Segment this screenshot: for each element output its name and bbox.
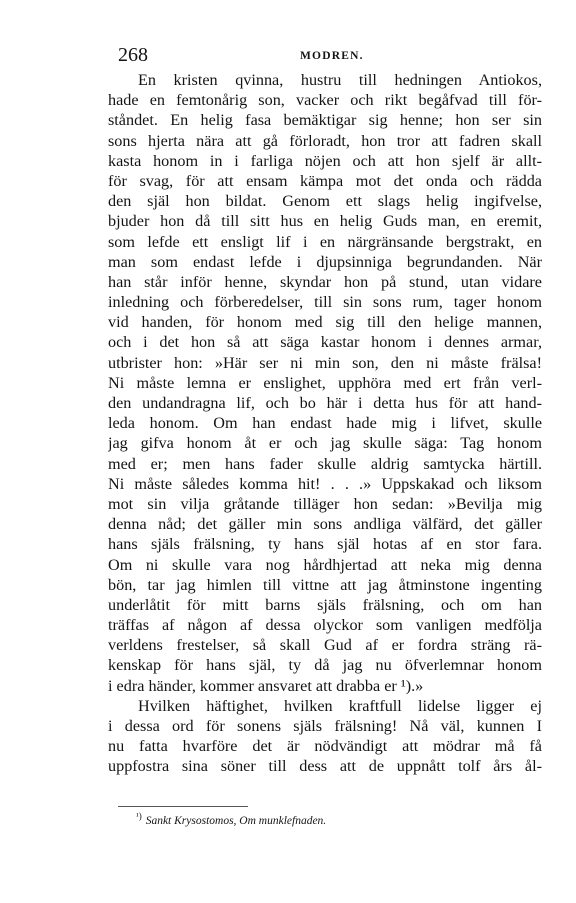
text-line: hans själs frälsning, ty hans själ hotas af en stor fara. [108, 535, 542, 554]
text-line: hade en femtonårig son, vacker och rikt begåfvad till för- [108, 91, 542, 110]
footnote-mark: ¹) [136, 811, 142, 821]
text-line: inledning och förberedelser, till sin sons rum, tager honom [108, 293, 542, 312]
text-line: Hvilken häftighet, hvilken kraftfull lidelse ligger ej [138, 696, 542, 715]
text-line: Om ni skulle vara nog hårdhjertad att neka mig denna [108, 555, 542, 574]
text-line: den själ hon bildat. Genom ett slags helig ingifvelse, [108, 192, 542, 211]
text-line: nu fatta hvarföre det är nödvändigt att mödrar må få [108, 737, 542, 756]
footnote [136, 811, 326, 827]
running-title: MODREN. [300, 50, 364, 62]
text-line: träffas af någon af dessa olyckor som vanligen medfölja [108, 616, 542, 635]
text-line: kasta honom in i farliga nöjen och att hon sjelf är allt- [108, 151, 542, 170]
text-line: i dessa ord för sonens själs frälsning! Nå väl, kunnen I [108, 717, 542, 735]
page-header [118, 44, 538, 66]
text-line: ståndet. En helig fasa bemäktigar sig henne; hon ser sin [108, 111, 542, 130]
text-line: uppfostra sina söner till dess att de uppnått tolf års ål- [108, 757, 542, 776]
footnote-text: Sankt Krysostomos, Om munklefnaden. [145, 814, 327, 827]
text-line: han står inför henne, skyndar hon på stund, utan vidare [108, 272, 542, 291]
text-line: leda honom. Om han endast hade mig i lifvet, skulle [108, 414, 542, 433]
text-line: En kristen qvinna, hustru till hedningen Antiokos, [138, 71, 542, 89]
text-line: man som endast lefde i djupsinniga begrundanden. När [108, 252, 542, 271]
text-line: vid handen, för honom med sig till den helige mannen, [108, 313, 542, 332]
text-line: och i det hon så att säga kastar honom i dennes armar, [108, 333, 542, 352]
text-line: Ni måste lemna er enslighet, upphöra med ert från verl- [108, 373, 542, 392]
text-line: sons hjerta nära att gå förloradt, hon tror att fadren skall [108, 131, 542, 150]
text-line: kenskap för hans själ, ty då jag nu öfverlemnar honom [108, 656, 542, 675]
text-line: som lefde ett ensligt lif i en närgränsande bergstrakt, en [108, 232, 542, 251]
text-line: denna nåd; det gäller min sons andliga välfärd, det gäller [108, 515, 542, 534]
page-number: 268 [118, 44, 148, 66]
body-text [108, 70, 542, 777]
text-line: med er; men hans fader skulle aldrig samtycka härtill. [108, 454, 542, 473]
text-line: underlåtit för mitt barns själs frälsning, och om han [108, 595, 542, 614]
text-line: bön, tar jag himlen till vittne att jag åtminstone ingenting [108, 575, 542, 594]
text-line: Ni måste således komma hit! . . .» Uppskakad och liksom [108, 474, 542, 493]
footnote-divider [118, 806, 248, 807]
text-line: den undandragna lif, och bo här i detta hus för att hand- [108, 394, 542, 412]
text-line: för svag, för att ensam kämpa mot det onda och rädda [108, 171, 542, 190]
text-line: bjuder hon då till sitt hus en helig Guds man, en eremit, [108, 212, 542, 231]
text-line: i edra händer, kommer ansvaret att drabba er ¹).» [108, 676, 424, 695]
text-line: utbrister hon: »Här ser ni min son, den ni måste frälsa! [108, 353, 542, 372]
text-line: jag gifva honom åt er och jag skulle säga: Tag honom [108, 434, 542, 453]
text-line: verldens frestelser, så skall Gud af er fordra sträng rä- [108, 636, 542, 655]
text-line: mot sin vilja gråtande tilläger hon sedan: »Bevilja mig [108, 494, 542, 513]
